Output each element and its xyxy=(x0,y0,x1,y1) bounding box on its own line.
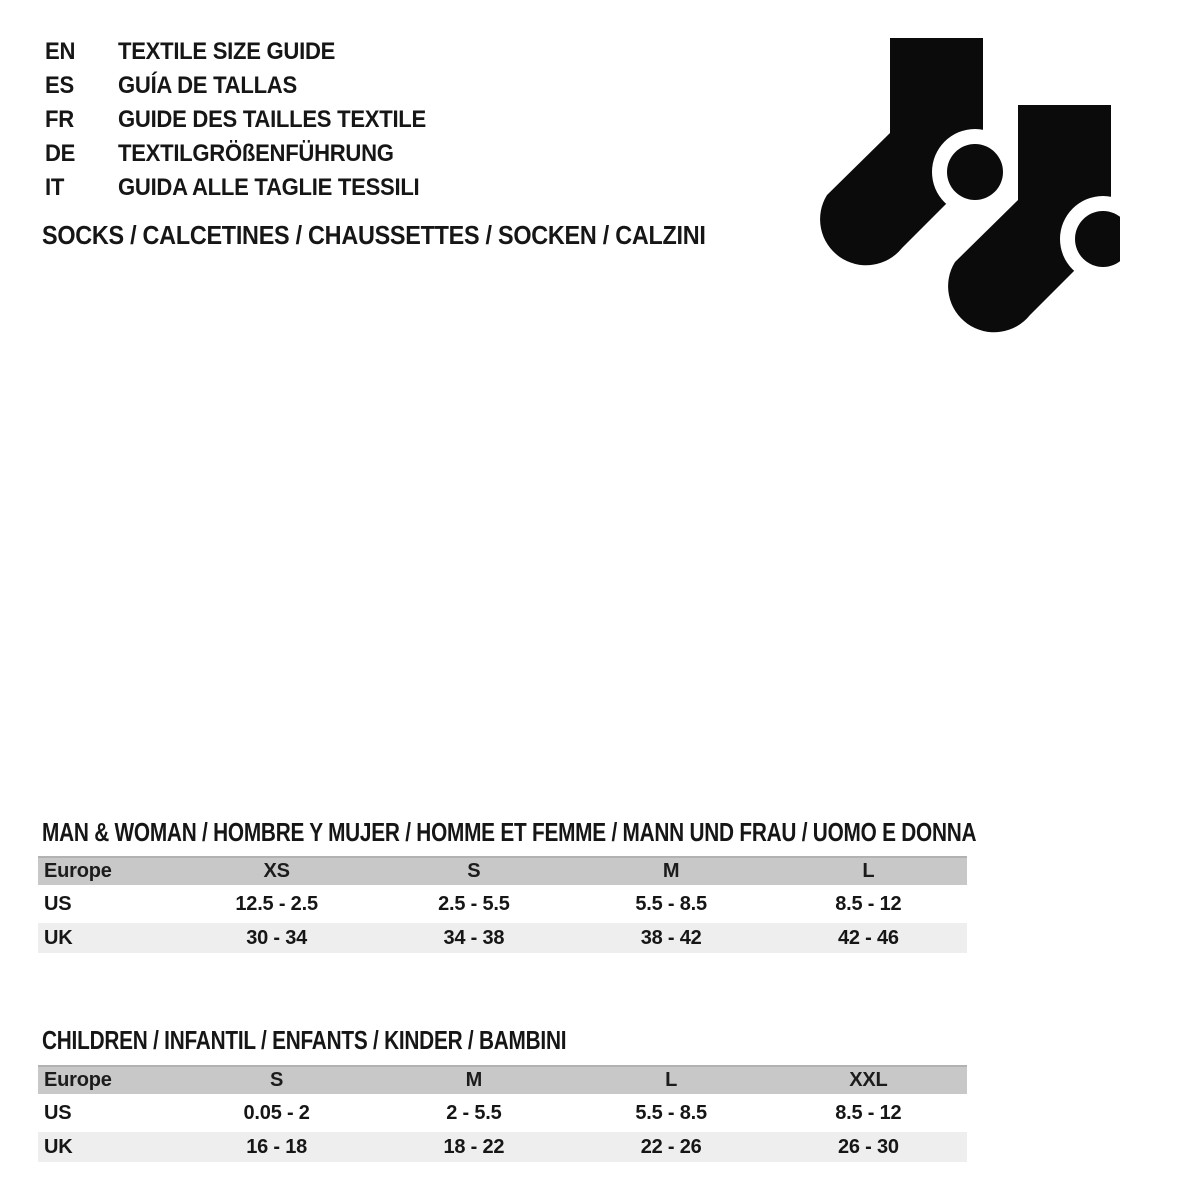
language-row-es xyxy=(45,69,453,103)
language-guide-list xyxy=(45,35,453,205)
size-value-cell: 42 - 46 xyxy=(837,926,899,949)
header-size-cell: L xyxy=(665,1069,678,1091)
row-label-cell: UK xyxy=(44,1135,73,1158)
size-value-cell: 34 - 38 xyxy=(443,926,505,949)
language-code: IT xyxy=(45,174,65,201)
size-value-cell: 5.5 - 8.5 xyxy=(635,1101,707,1124)
row-label-cell: US xyxy=(44,892,72,915)
row-label-cell: US xyxy=(44,1101,72,1124)
children-size-table xyxy=(38,1065,967,1166)
language-code: FR xyxy=(45,106,74,133)
guide-title-it: GUIDA ALLE TAGLIE TESSILI xyxy=(118,174,420,201)
header-region-cell: Europe xyxy=(44,1069,112,1091)
guide-title-fr: GUIDE DES TAILLES TEXTILE xyxy=(118,106,426,133)
size-value-cell: 30 - 34 xyxy=(246,926,308,949)
men-women-size-table xyxy=(38,856,967,957)
size-value-cell: 5.5 - 8.5 xyxy=(635,892,707,915)
language-row-de xyxy=(45,137,453,171)
header-region-cell: Europe xyxy=(44,860,112,882)
table-row-us xyxy=(38,889,967,919)
size-value-cell: 38 - 42 xyxy=(640,926,702,949)
language-row-it xyxy=(45,171,453,205)
size-value-cell: 8.5 - 12 xyxy=(835,892,902,915)
language-row-en xyxy=(45,35,453,69)
language-code: ES xyxy=(45,72,74,99)
men-women-table-title: MAN & WOMAN / HOMBRE Y MUJER / HOMME ET FEMME / MANN UND FRAU / UOMO E DONNA xyxy=(42,817,977,847)
size-value-cell: 8.5 - 12 xyxy=(835,1101,902,1124)
children-table-title: CHILDREN / INFANTIL / ENFANTS / KINDER / BAMBINI xyxy=(42,1025,567,1055)
size-value-cell: 2.5 - 5.5 xyxy=(438,892,510,915)
size-value-cell: 2 - 5.5 xyxy=(446,1101,502,1124)
language-code: EN xyxy=(45,38,76,65)
table-row-uk xyxy=(38,1132,967,1162)
header-size-cell: S xyxy=(467,860,481,882)
size-value-cell: 26 - 30 xyxy=(837,1135,899,1158)
language-row-fr xyxy=(45,103,453,137)
header-size-cell: XS xyxy=(263,860,290,882)
size-value-cell: 16 - 18 xyxy=(246,1135,308,1158)
header-size-cell: L xyxy=(862,860,875,882)
size-value-cell: 12.5 - 2.5 xyxy=(235,892,318,915)
table-header-row xyxy=(38,1065,967,1094)
language-code: DE xyxy=(45,140,76,167)
category-heading: SOCKS / CALCETINES / CHAUSSETTES / SOCKEN / CALZINI xyxy=(42,220,706,250)
row-label-cell: UK xyxy=(44,926,73,949)
guide-title-de: TEXTILGRÖßENFÜHRUNG xyxy=(118,140,394,167)
guide-title-en: TEXTILE SIZE GUIDE xyxy=(118,38,336,65)
size-value-cell: 22 - 26 xyxy=(640,1135,702,1158)
socks-icon xyxy=(810,25,1120,360)
table-row-us xyxy=(38,1098,967,1128)
size-value-cell: 18 - 22 xyxy=(443,1135,505,1158)
table-header-row xyxy=(38,856,967,885)
header-size-cell: XXL xyxy=(849,1069,888,1091)
size-value-cell: 0.05 - 2 xyxy=(243,1101,310,1124)
guide-title-es: GUÍA DE TALLAS xyxy=(118,72,297,99)
header-size-cell: M xyxy=(662,860,680,882)
table-row-uk xyxy=(38,923,967,953)
header-size-cell: S xyxy=(270,1069,284,1091)
header-size-cell: M xyxy=(465,1069,483,1091)
